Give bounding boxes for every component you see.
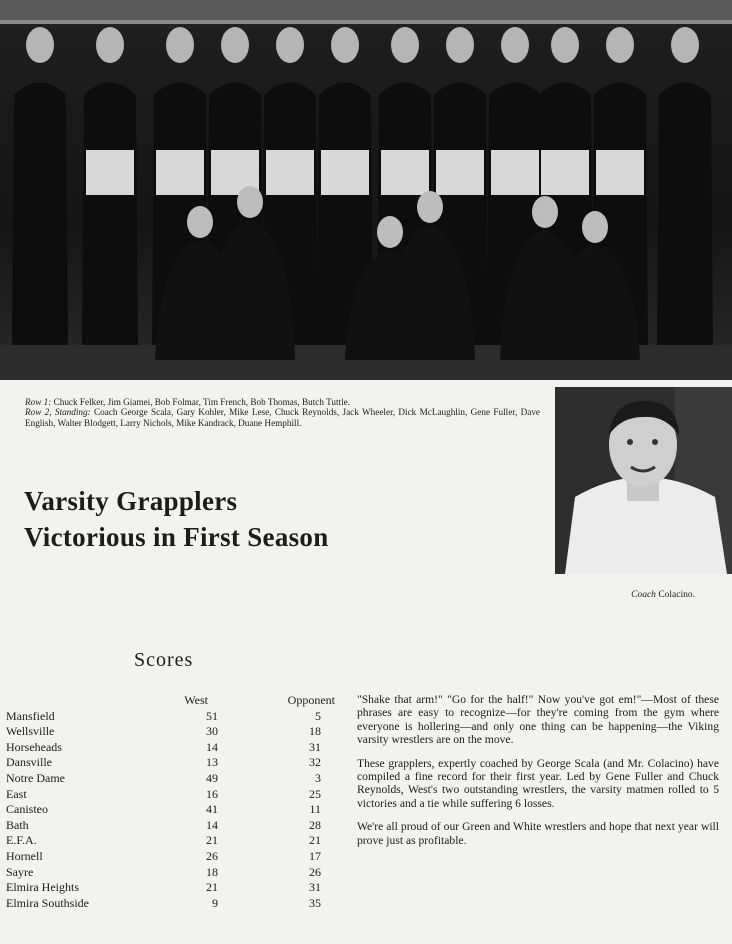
wrestler-face [606, 27, 634, 63]
table-row [6, 833, 336, 849]
score-west: 9 [212, 895, 218, 910]
wrestler-face [26, 27, 54, 63]
wrestler-shorts [86, 150, 134, 195]
wrestler-face [166, 27, 194, 63]
wrestler-shorts [156, 150, 204, 195]
score-west: 21 [206, 833, 218, 848]
score-opponent: 17 [309, 848, 321, 863]
scores-table [6, 693, 336, 911]
scores-header-team [6, 693, 166, 709]
wrestler-shorts [436, 150, 484, 195]
score-west: 14 [206, 817, 218, 832]
table-row [6, 802, 336, 818]
article-paragraph-3: We're all proud of our Green and White wrestlers and hope that next year will prove just as profitable. [357, 820, 719, 847]
table-row [6, 740, 336, 756]
score-opponent: 3 [315, 770, 321, 785]
table-row [6, 849, 336, 865]
score-west: 51 [206, 708, 218, 723]
wrestler-shorts [266, 150, 314, 195]
table-row [6, 896, 336, 912]
score-team: Canisteo [6, 802, 48, 817]
table-row [6, 787, 336, 803]
kneeling-face [532, 196, 558, 228]
table-row [6, 818, 336, 834]
score-west: 30 [206, 724, 218, 739]
kneeling-face [377, 216, 403, 248]
score-west: 49 [206, 770, 218, 785]
score-team: Elmira Heights [6, 880, 79, 895]
score-team: Sayre [6, 864, 34, 879]
score-west: 14 [206, 739, 218, 754]
score-west: 16 [206, 786, 218, 801]
kneeling-face [237, 186, 263, 218]
scores-header-row [6, 693, 336, 709]
article-body [357, 693, 719, 857]
table-row [6, 724, 336, 740]
score-team: Dansville [6, 755, 52, 770]
score-team: Horseheads [6, 739, 62, 754]
score-opponent: 21 [309, 833, 321, 848]
score-team: Mansfield [6, 708, 55, 723]
team-photo-caption [25, 397, 540, 428]
table-row [6, 755, 336, 771]
wrestler-face [446, 27, 474, 63]
score-opponent: 5 [315, 708, 321, 723]
score-opponent: 18 [309, 724, 321, 739]
headline-line-1: Varsity Grapplers [24, 486, 238, 516]
score-team: E.F.A. [6, 833, 37, 848]
wrestler-face [221, 27, 249, 63]
caption-row2-label: Row 2, Standing: [25, 407, 91, 418]
score-team: East [6, 786, 27, 801]
wrestler-face [551, 27, 579, 63]
score-team: Notre Dame [6, 770, 65, 785]
table-row [6, 880, 336, 896]
score-opponent: 11 [309, 802, 321, 817]
coach-caption [555, 590, 695, 600]
score-team: Bath [6, 817, 29, 832]
article-headline [24, 483, 444, 555]
scores-header-west: West [184, 693, 208, 707]
wrestler-face [391, 27, 419, 63]
score-team: Wellsville [6, 724, 55, 739]
table-row [6, 709, 336, 725]
kneeling-face [187, 206, 213, 238]
scores-header-opponent: Opponent [287, 693, 335, 707]
coach-portrait-illustration [555, 387, 732, 574]
caption-row2-names: Coach George Scala, Gary Kohler, Mike Lese, Chuck Reynolds, Jack Wheeler, Dick McLaughlin, Gene Fuller, Dave English, Walter Blodgett, Larry Nichols, Mike Kandrack, Duane Hemphill. [25, 407, 541, 428]
score-west: 21 [206, 880, 218, 895]
score-west: 41 [206, 802, 218, 817]
team-photo [0, 0, 732, 380]
table-row [6, 771, 336, 787]
score-opponent: 31 [309, 739, 321, 754]
wrestler-face [96, 27, 124, 63]
wrestler-silhouette [657, 83, 713, 346]
wrestler-face [276, 27, 304, 63]
wrestler-shorts [491, 150, 539, 195]
score-west: 26 [206, 848, 218, 863]
coach-caption-name: Colacino. [658, 590, 695, 600]
wrestler-shorts [321, 150, 369, 195]
wrestler-face [501, 27, 529, 63]
scores-rows [6, 709, 336, 912]
score-opponent: 32 [309, 755, 321, 770]
score-west: 13 [206, 755, 218, 770]
coach-caption-label: Coach [631, 590, 656, 600]
team-photo-illustration [0, 0, 732, 380]
wrestler-shorts [541, 150, 589, 195]
caption-row1-names: Chuck Felker, Jim Giamei, Bob Folmar, Tim French, Bob Thomas, Butch Tuttle. [53, 397, 351, 407]
kneeling-face [582, 211, 608, 243]
wrestler-silhouette [12, 83, 68, 346]
article-paragraph-1: "Shake that arm!" "Go for the half!" Now you've got em!"—Most of these phrases are easy to recognize—for they're coming from the gym where everyone is hollering—and only one thing can be happening—the Viking varsity wrestlers are on the move. [357, 693, 719, 747]
score-opponent: 26 [309, 864, 321, 879]
scores-title: Scores [134, 649, 194, 671]
score-team: Hornell [6, 848, 43, 863]
score-opponent: 28 [309, 817, 321, 832]
article-paragraph-2: These grapplers, expertly coached by George Scala (and Mr. Colacino) have compiled a fine record for their first year. Led by Gene Fuller and Chuck Reynolds, West's two outstanding wrestlers, the varsity matmen rolled to 5 victories and a tie while suffering 6 losses. [357, 756, 719, 810]
wrestler-silhouette [82, 83, 138, 346]
wrestler-shorts [381, 150, 429, 195]
kneeling-face [417, 191, 443, 223]
score-team: Elmira Southside [6, 895, 89, 910]
caption-row1-label: Row 1: [25, 397, 52, 407]
wrestler-face [331, 27, 359, 63]
coach-photo [555, 387, 732, 574]
wrestler-shorts [596, 150, 644, 195]
headline-line-2: Victorious in First Season [24, 522, 329, 552]
score-opponent: 31 [309, 880, 321, 895]
score-west: 18 [206, 864, 218, 879]
score-opponent: 35 [309, 895, 321, 910]
score-opponent: 25 [309, 786, 321, 801]
wrestler-face [671, 27, 699, 63]
table-row [6, 865, 336, 881]
